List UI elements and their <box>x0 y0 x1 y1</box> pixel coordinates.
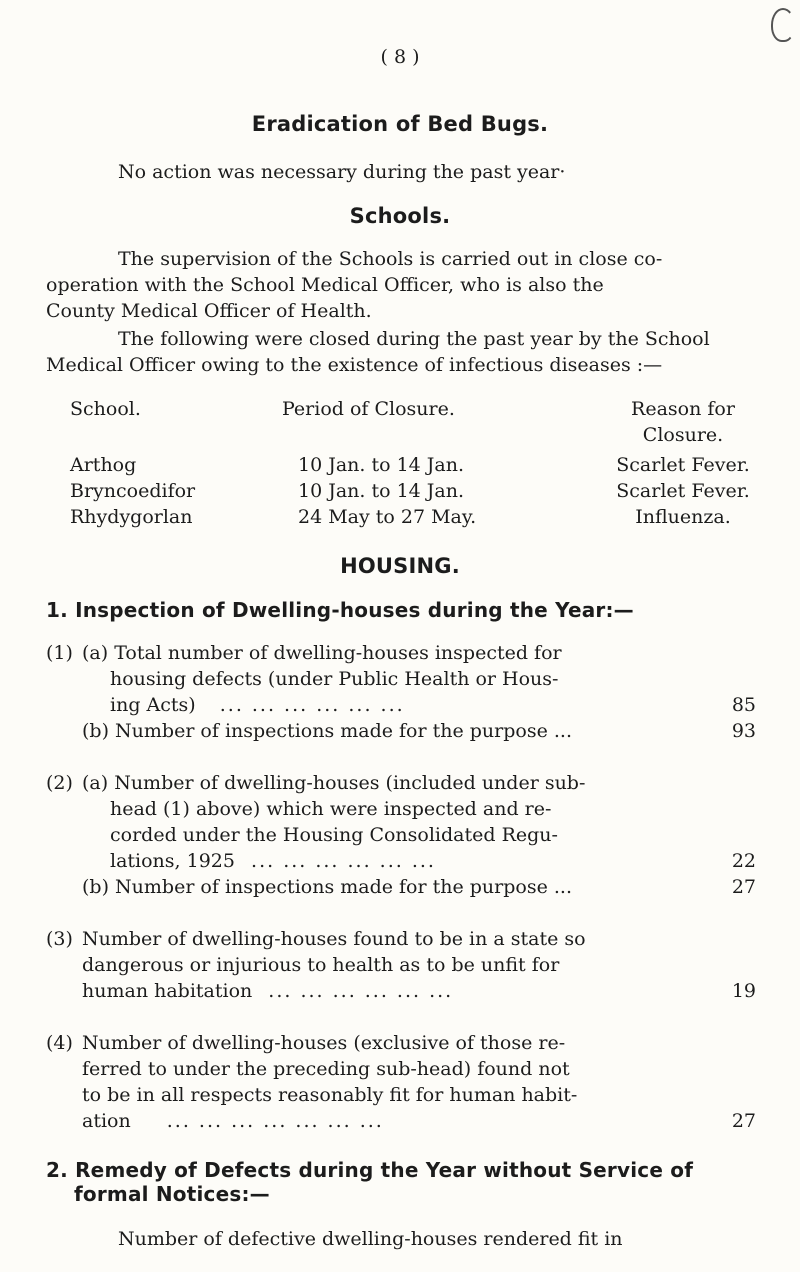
schools-para1 <box>46 246 662 324</box>
item4-line: to be in all respects reasonably fit for human habit- <box>82 1084 578 1106</box>
item2-label: (2) <box>46 772 73 794</box>
item1-a-lastline <box>82 692 722 718</box>
school-name: Arthog <box>70 454 137 476</box>
section2-heading-line: formal Notices:— <box>74 1182 270 1206</box>
col-header-school: School. <box>70 398 141 420</box>
schools-para2-line: The following were closed during the past year by the School <box>118 328 710 350</box>
item1-label: (1) <box>46 642 73 664</box>
item4-line: ation <box>82 1110 131 1132</box>
item3-line: dangerous or injurious to health as to be unfit for <box>82 954 560 976</box>
item2-b-value: 27 <box>731 876 756 898</box>
schools-para1-line: operation with the School Medical Officer, who is also the <box>46 274 604 296</box>
item3-line: Number of dwelling-houses found to be in a state so <box>82 928 586 950</box>
housing-heading: HOUSING. <box>340 554 460 578</box>
section2-text: Number of defective dwelling-houses rendered fit in <box>118 1228 623 1250</box>
closure-reason: Influenza. <box>635 506 731 528</box>
item3-line: human habitation <box>82 980 253 1002</box>
item4-line: Number of dwelling-houses (exclusive of those re- <box>82 1032 566 1054</box>
col-header-reason-line: Closure. <box>642 424 724 446</box>
closure-period: 10 Jan. to 14 Jan. <box>298 480 465 502</box>
leader-dots: ... ... ... ... ... ... <box>219 694 405 716</box>
closure-reason: Scarlet Fever. <box>616 480 750 502</box>
col-header-reason <box>608 396 758 448</box>
table-row <box>70 478 195 504</box>
table-row <box>70 452 136 478</box>
school-name: Rhydygorlan <box>70 506 193 528</box>
bed-bugs-text: No action was necessary during the past year· <box>118 161 566 183</box>
item1-a-line: ing Acts) <box>110 694 196 716</box>
item2-b-text: (b) Number of inspections made for the purpose ... <box>82 876 573 898</box>
item1-a-line: (a) Total number of dwelling-houses inspected for <box>82 642 562 664</box>
table-row <box>70 504 193 530</box>
school-name: Bryncoedifor <box>70 480 196 502</box>
section1-heading: 1. Inspection of Dwelling-houses during the Year:— <box>46 598 634 622</box>
item4-text <box>82 1030 722 1134</box>
item2-a-line: head (1) above) which were inspected and re- <box>110 798 552 820</box>
section2-heading <box>46 1158 693 1206</box>
closure-reason: Scarlet Fever. <box>616 454 750 476</box>
col-header-reason-line: Reason for <box>631 398 735 420</box>
item1-a-line: housing defects (under Public Health or Hous- <box>110 668 559 690</box>
item1-b-value: 93 <box>731 720 756 742</box>
item3-value: 19 <box>731 980 756 1002</box>
item2-a-lastline <box>82 848 722 874</box>
col-header-period: Period of Closure. <box>282 398 455 420</box>
closure-period: 24 May to 27 May. <box>298 506 477 528</box>
schools-para2 <box>46 326 710 378</box>
item3-text <box>82 926 722 1004</box>
page-number: ( 8 ) <box>380 46 420 68</box>
section2-heading-line: 2. Remedy of Defects during the Year without Service of <box>46 1158 694 1182</box>
item3-label: (3) <box>46 928 73 950</box>
leader-dots: ... ... ... ... ... ... <box>268 980 454 1002</box>
closure-period: 10 Jan. to 14 Jan. <box>298 454 465 476</box>
item3-lastline <box>82 978 722 1004</box>
item1-a <box>82 640 722 718</box>
leader-dots: ... ... ... ... ... ... <box>251 850 436 872</box>
item2-a-line: corded under the Housing Consolidated Regu- <box>110 824 558 846</box>
item4-label: (4) <box>46 1032 73 1054</box>
item2-a <box>82 770 722 874</box>
leader-dots: ... ... ... ... ... ... ... <box>166 1110 384 1132</box>
item4-line: ferred to under the preceding sub-head) found not <box>82 1058 570 1080</box>
item1-b-text: (b) Number of inspections made for the purpose ... <box>82 720 573 742</box>
schools-heading: Schools. <box>349 204 451 228</box>
item2-a-line: lations, 1925 <box>110 850 235 872</box>
schools-para1-line: County Medical Officer of Health. <box>46 300 372 322</box>
item4-lastline <box>82 1108 722 1134</box>
item2-a-line: (a) Number of dwelling-houses (included under sub- <box>82 772 586 794</box>
schools-para1-line: The supervision of the Schools is carried out in close co- <box>118 248 663 270</box>
bed-bugs-heading: Eradication of Bed Bugs. <box>251 112 549 136</box>
page-corner-mark <box>771 8 795 42</box>
item1-a-value: 85 <box>731 694 756 716</box>
item4-value: 27 <box>731 1110 756 1132</box>
schools-para2-line: Medical Officer owing to the existence of infectious diseases :— <box>46 354 663 376</box>
item2-a-value: 22 <box>731 850 756 872</box>
